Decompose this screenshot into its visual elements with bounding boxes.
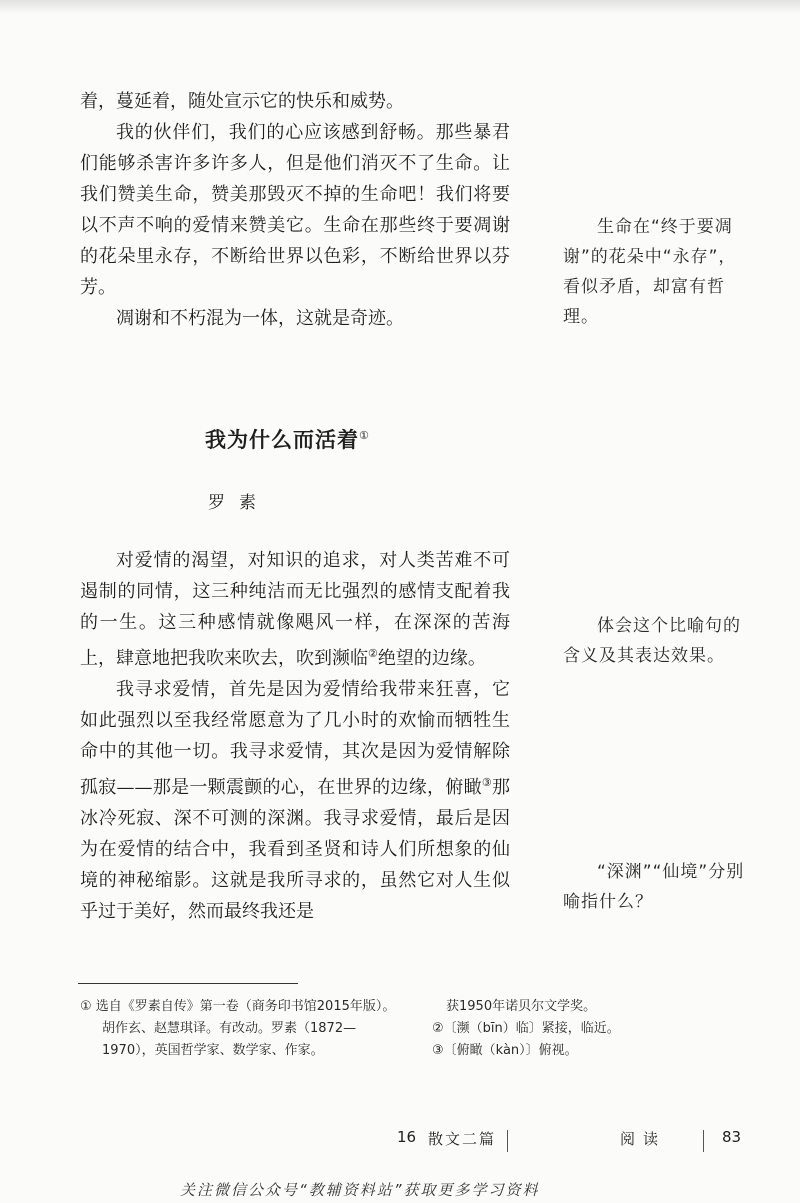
- article-title: 我为什么而活着①: [205, 428, 370, 452]
- footnote-divider: [78, 983, 298, 984]
- previous-article-ending: [80, 86, 510, 334]
- page-number: 83: [722, 1128, 742, 1146]
- footnote-ref[interactable]: ②: [368, 647, 378, 660]
- footnote-ref[interactable]: ③: [481, 776, 492, 789]
- footnote-2: ②〔濒（bīn）临〕紧接，临近。: [432, 1021, 620, 1036]
- footnote-1-continued: 获1950年诺贝尔文学奖。: [446, 999, 597, 1014]
- footnotes-right: [432, 996, 732, 1062]
- footer-divider: [507, 1130, 508, 1152]
- footnote-1: ① 选自《罗素自传》第一卷（商务印书馆2015年版）。胡作玄、赵慧琪译。有改动。罗素（1872—1970），英国哲学家、数学家、作家。: [80, 999, 396, 1058]
- unit-number: 16: [397, 1128, 417, 1146]
- paragraph: 我的伙伴们，我们的心应该感到舒畅。那些暴君们能够杀害许多许多人，但是他们消灭不了生命。让我们赞美生命，赞美那毁灭不掉的生命吧！我们将要以不声不响的爱情来赞美它。生命在那些终于要凋谢的花朵里永存，不断给世界以色彩，不断给世界以芬芳。: [80, 122, 510, 298]
- paragraph: 对爱情的渴望，对知识的追求，对人类苦难不可遏制的同情，这三种纯洁而无比强烈的感情支配着我的一生。这三种感情就像飓风一样，在深深的苦海上，肆意地把我吹来吹去，吹到濒临②绝望的边缘。: [80, 550, 510, 669]
- footnote-ref[interactable]: ①: [359, 429, 370, 442]
- paragraph: 凋谢和不朽混为一体，这就是奇迹。: [116, 308, 404, 329]
- article-body: [80, 545, 510, 927]
- unit-title: 散文二篇: [428, 1130, 497, 1148]
- margin-note-3: “深渊”“仙境”分别喻指什么？: [563, 862, 745, 912]
- paragraph: 着，蔓延着，随处宣示它的快乐和威势。: [80, 91, 404, 112]
- section-name: 阅读: [620, 1130, 667, 1148]
- margin-note-2: 体会这个比喻句的含义及其表达效果。: [563, 616, 741, 666]
- scan-top-edge: [0, 0, 800, 14]
- article-author: 罗素: [208, 493, 270, 513]
- paragraph: 我寻求爱情，首先是因为爱情给我带来狂喜，它如此强烈以至我经常愿意为了几小时的欢愉而牺牲生命中的其他一切。我寻求爱情，其次是因为爱情解除孤寂——那是一颗震颤的心，在世界的边缘，俯瞰③那冰冷死寂、深不可测的深渊。我寻求爱情，最后是因为在爱情的结合中，我看到圣贤和诗人们所想象的仙境的神秘缩影。这就是我所寻求的，虽然它对人生似乎过于美好，然而最终我还是: [80, 679, 510, 922]
- watermark: 关注微信公众号“教辅资料站”获取更多学习资料: [180, 1181, 540, 1199]
- footer-divider: [703, 1130, 704, 1152]
- footnote-3: ③〔俯瞰（kàn）〕俯视。: [432, 1043, 578, 1058]
- margin-note-1: 生命在“终于要凋谢”的花朵中“永存”，看似矛盾，却富有哲理。: [563, 217, 737, 327]
